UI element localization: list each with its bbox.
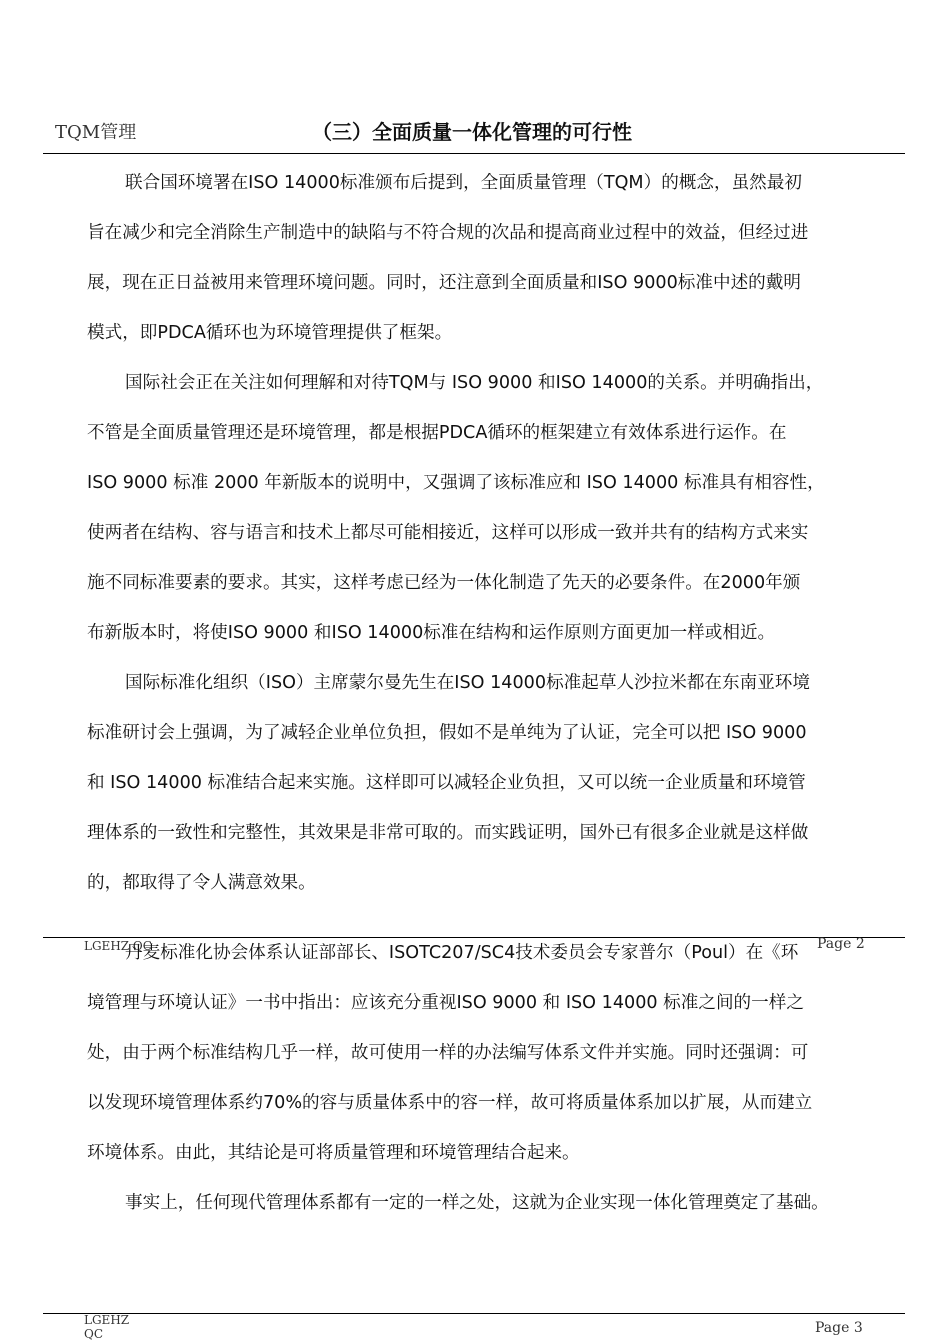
footer-code-line: QC	[84, 1327, 104, 1341]
paragraph-line: 和 ISO 14000 标准结合起来实施。这样即可以减轻企业负担，又可以统一企业质量和环境管	[87, 773, 806, 793]
footer-page-number: Page 2	[817, 936, 865, 952]
paragraph-line: 布新版本时，将使ISO 9000 和ISO 14000标准在结构和运作原则方面更加一样或相近。	[87, 623, 776, 643]
paragraph-line: 国际标准化组织（ISO）主席蒙尔曼先生在ISO 14000标准起草人沙拉米都在东南亚环境	[125, 673, 810, 693]
paragraph-line: 丹麦标准化协会体系认证部部长、ISOTC207/SC4技术委员会专家普尔（Poul）在《环	[125, 943, 799, 963]
body-text-page2	[87, 158, 887, 908]
footer-code-line: LGEHZ	[84, 1313, 130, 1327]
paragraph-line: 境管理与环境认证》一书中指出：应该充分重视ISO 9000 和 ISO 14000 标准之间的一样之	[87, 993, 804, 1013]
paragraph-line: 施不同标准要素的要求。其实，这样考虑已经为一体化制造了先天的必要条件。在2000年颁	[87, 573, 801, 593]
header-doc-label: TQM管理	[55, 122, 137, 143]
paragraph-line: 不管是全面质量管理还是环境管理，都是根据PDCA循环的框架建立有效体系进行运作。在	[87, 423, 787, 443]
section-title: （三）全面质量一体化管理的可行性	[312, 120, 632, 144]
paragraph	[87, 928, 887, 1178]
paragraph	[87, 158, 887, 358]
paragraph-line: 模式，即PDCA循环也为环境管理提供了框架。	[87, 323, 453, 343]
paragraph-line: 国际社会正在关注如何理解和对待TQM与 ISO 9000 和ISO 14000的关系。并明确指出，	[125, 373, 824, 393]
paragraph-line: 的，都取得了令人满意效果。	[87, 873, 316, 893]
body-text-page3	[87, 928, 887, 1228]
paragraph-line: 展，现在正日益被用来管理环境问题。同时，还注意到全面质量和ISO 9000标准中述的戴明	[87, 273, 801, 293]
paragraph-line: 处，由于两个标准结构几乎一样，故可使用一样的办法编写体系文件并实施。同时还强调：可	[87, 1043, 809, 1063]
paragraph-line: 旨在减少和完全消除生产制造中的缺陷与不符合规的次品和提高商业过程中的效益，但经过进	[87, 223, 809, 243]
paragraph-line: 标准研讨会上强调，为了减轻企业单位负担，假如不是单纯为了认证，完全可以把 ISO 9000	[87, 723, 807, 743]
header-divider	[43, 153, 905, 154]
paragraph-line: 环境体系。由此，其结论是可将质量管理和环境管理结合起来。	[87, 1143, 580, 1163]
footer-code: LGEHZ QC	[84, 939, 152, 953]
footer-code	[84, 1313, 129, 1341]
paragraph-line: 联合国环境署在ISO 14000标准颁布后提到，全面质量管理（TQM）的概念，虽然最初	[125, 173, 802, 193]
footer-divider	[43, 1313, 905, 1314]
paragraph-line: 使两者在结构、容与语言和技术上都尽可能相接近，这样可以形成一致并共有的结构方式来实	[87, 523, 809, 543]
footer-page-number: Page 3	[815, 1320, 863, 1336]
paragraph	[87, 1178, 887, 1228]
paragraph-line: ISO 9000 标准 2000 年新版本的说明中，又强调了该标准应和 ISO 14000 标准具有相容性，	[87, 473, 825, 493]
paragraph-line: 理体系的一致性和完整性，其效果是非常可取的。而实践证明，国外已有很多企业就是这样做	[87, 823, 809, 843]
paragraph-line: 以发现环境管理体系约70%的容与质量体系中的容一样，故可将质量体系加以扩展，从而建立	[87, 1093, 813, 1113]
paragraph	[87, 358, 887, 658]
paragraph-line: 事实上，任何现代管理体系都有一定的一样之处，这就为企业实现一体化管理奠定了基础。	[125, 1193, 829, 1213]
paragraph	[87, 658, 887, 908]
